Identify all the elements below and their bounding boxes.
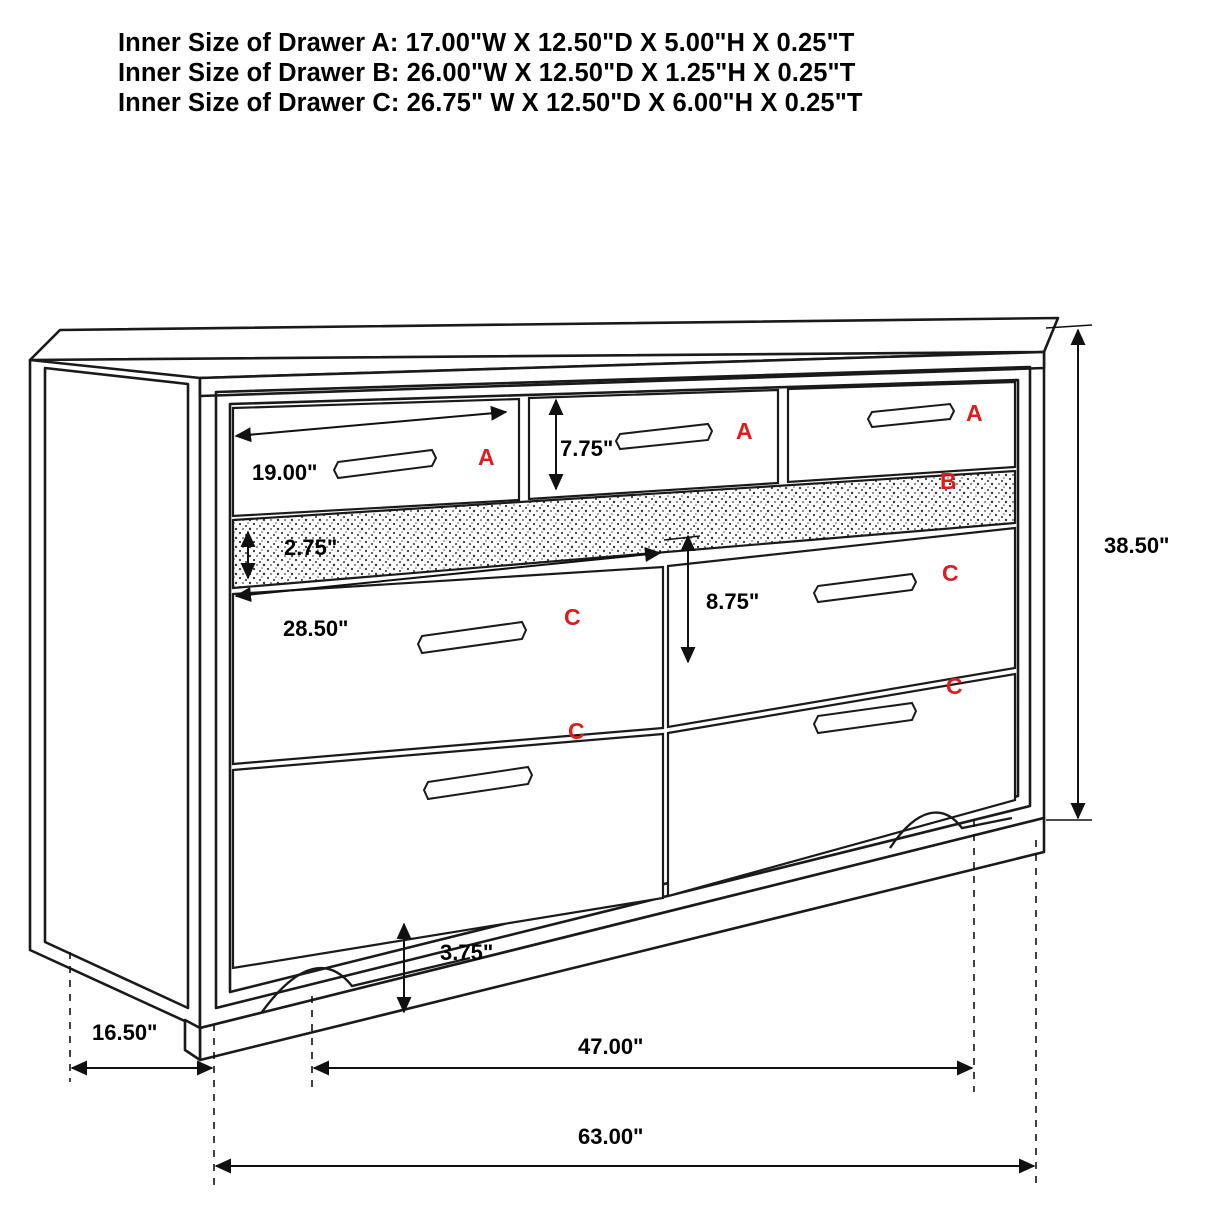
dim-depth: 16.50" — [92, 1020, 158, 1045]
callout-a-right: A — [966, 400, 983, 426]
dim-drawer-c-height: 8.75" — [706, 589, 760, 614]
callout-c-upper-left: C — [564, 604, 581, 630]
drawer-c-upper-left — [233, 567, 663, 764]
dim-drawer-a-height: 7.75" — [560, 436, 614, 461]
drawer-a-right — [788, 382, 1015, 482]
spec-line-drawer-b: Inner Size of Drawer B: 26.00"W X 12.50"D X 1.25"H X 0.25"T — [118, 59, 856, 87]
callout-a-middle: A — [736, 418, 753, 444]
callout-c-lower-left: C — [568, 718, 585, 744]
callout-b-right: B — [940, 468, 957, 494]
spec-line-drawer-a: Inner Size of Drawer A: 17.00"W X 12.50"D X 5.00"H X 0.25"T — [118, 29, 855, 57]
dim-drawer-a-width: 19.00" — [252, 460, 318, 485]
spec-line-drawer-c: Inner Size of Drawer C: 26.75" W X 12.50"D X 6.00"H X 0.25"T — [118, 89, 863, 117]
dim-drawer-b-height: 2.75" — [284, 535, 338, 560]
dim-leg-height: 3.75" — [440, 940, 494, 965]
callout-c-lower-right: C — [946, 673, 963, 699]
dim-overall-width: 63.00" — [578, 1124, 644, 1149]
callout-c-upper-right: C — [942, 560, 959, 586]
dim-drawer-c-width: 28.50" — [283, 616, 349, 641]
dim-inner-width: 47.00" — [578, 1034, 644, 1059]
callout-a-left: A — [478, 444, 495, 470]
dim-overall-height: 38.50" — [1104, 533, 1170, 558]
